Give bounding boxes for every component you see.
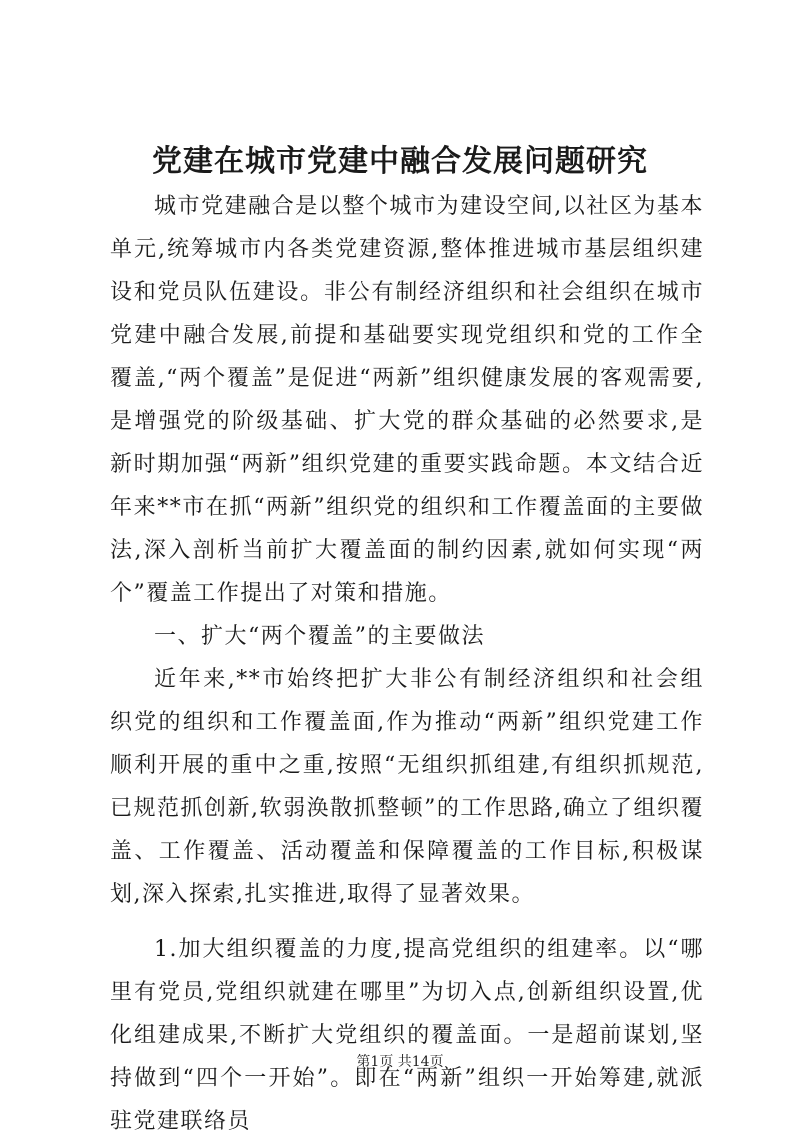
page-number: 第1页 共14页 <box>356 1054 444 1070</box>
paragraph-point-1: 1.加大组织覆盖的力度,提高党组织的组建率。以“哪里有党员,党组织就建在哪里”为切入点,创新组织设置,优化组建成果,不断扩大党组织的覆盖面。一是超前谋划,坚持做到“四个一开始”。即在“两新”组织一开始筹建,就派驻党建联络员 <box>110 937 704 1134</box>
document-body <box>110 185 704 1143</box>
document-title: 党建在城市党建中融合发展问题研究 <box>152 144 648 179</box>
paragraph-intro: 城市党建融合是以整个城市为建设空间,以社区为基本单元,统筹城市内各类党建资源,整体推进城市基层组织建设和党员队伍建设。非公有制经济组织和社会组织在城市党建中融合发展,前提和基础要实现党组织和党的工作全覆盖,“两个覆盖”是促进“两新”组织健康发展的客观需要,是增强党的阶级基础、扩大党的群众基础的必然要求,是新时期加强“两新”组织党建的重要实践命题。本文结合近年来**市在抓“两新”组织党的组织和工作覆盖面的主要做法,深入剖析当前扩大覆盖面的制约因素,就如何实现“两个”覆盖工作提出了对策和措施。 <box>110 194 704 606</box>
paragraph-section-1: 近年来,**市始终把扩大非公有制经济组织和社会组织党的组织和工作覆盖面,作为推动“两新”组织党建工作顺利开展的重中之重,按照“无组织抓组建,有组织抓规范,已规范抓创新,软弱涣散抓整顿”的工作思路,确立了组织覆盖、工作覆盖、活动覆盖和保障覆盖的工作目标,积极谋划,深入探索,扎实推进,取得了显著效果。 <box>110 667 704 907</box>
section-heading-1: 一、扩大“两个覆盖”的主要做法 <box>154 624 485 649</box>
